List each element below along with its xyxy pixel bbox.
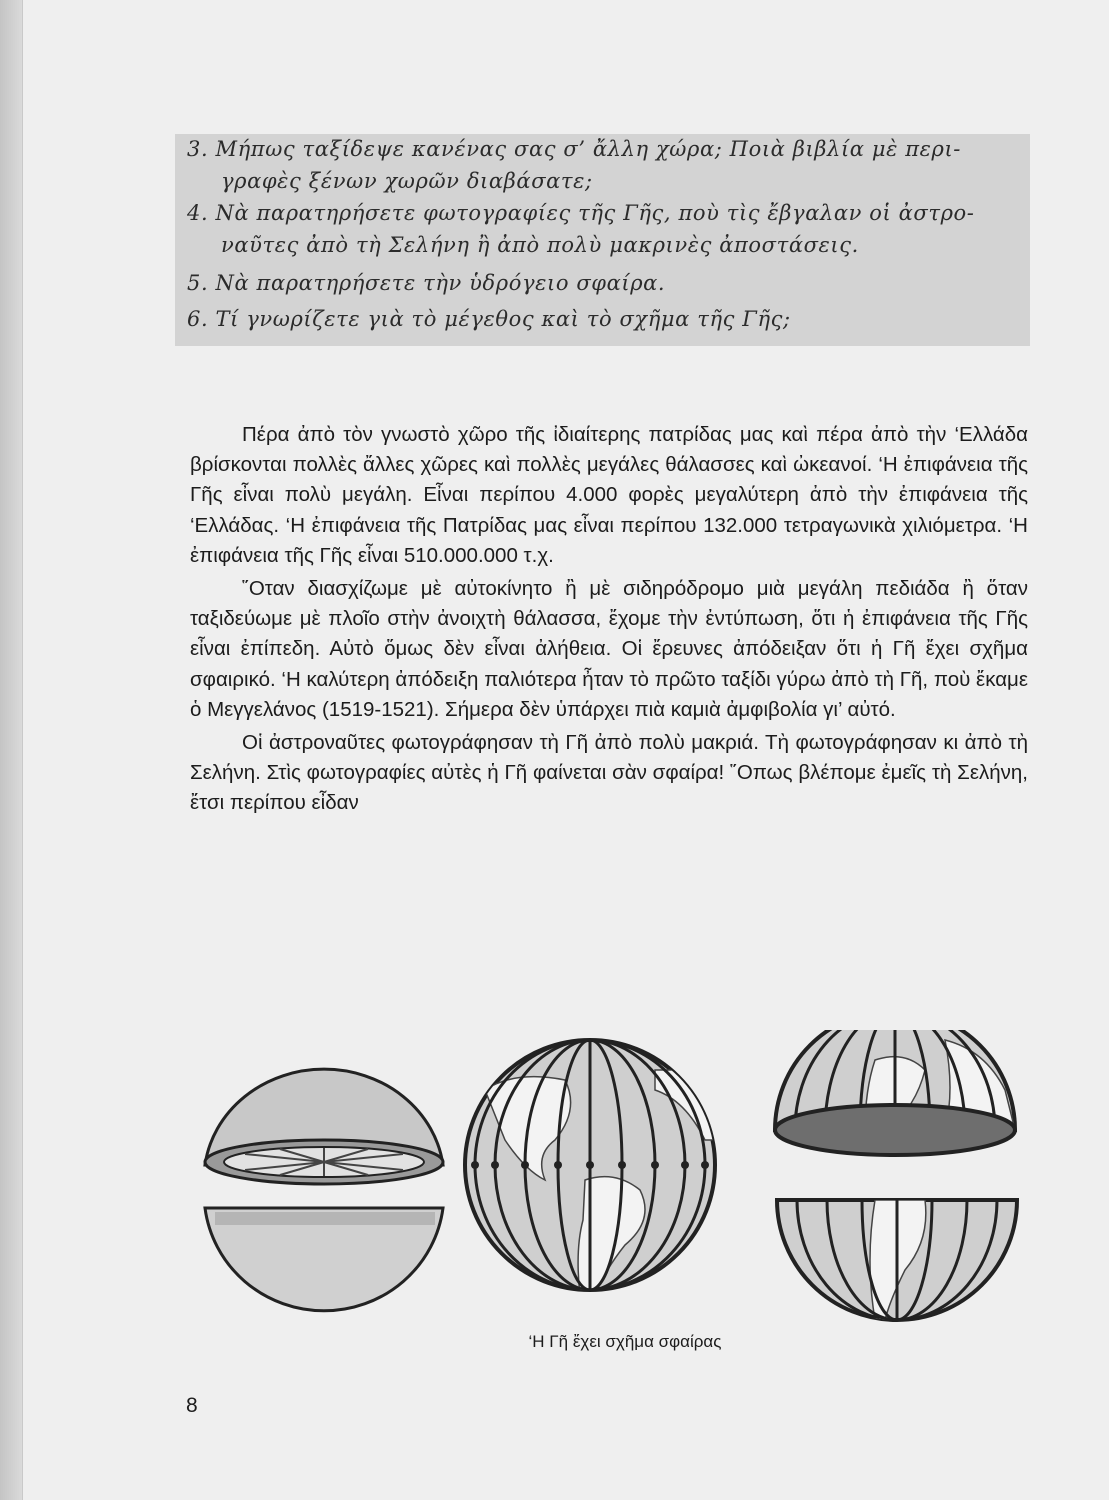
earth-sphere-figure — [185, 1030, 1030, 1350]
page-number: 8 — [186, 1394, 198, 1417]
question-4-line-2: ναῦτες ἀπὸ τὴ Σελήνη ἢ ἀπὸ πολὺ μακρινὲς ἀποστάσεις. — [221, 233, 859, 257]
main-text — [190, 420, 1028, 819]
question-3-line-2: γραφὲς ξένων χωρῶν διαβάσατε; — [221, 169, 593, 193]
paragraph-2: ῞Οταν διασχίζωμε μὲ αὐτοκίνητο ἢ μὲ σιδηρόδρομο μιὰ μεγάλη πεδιάδα ἢ ὅταν ταξιδεύωμε μὲ πλοῖο στὴν ἀνοιχτὴ θάλασσα, ἔχομε τὴν ἐντύπωση, ὅτι ἡ ἐπιφάνεια τῆς Γῆς εἶναι ἐπίπεδη. Αὐτὸ ὅμως δὲν εἶναι ἀλήθεια. Οἱ ἔρευνες ἀπόδειξαν ὅτι ἡ Γῆ ἔχει σχῆμα σφαιρικό. ‘Η καλύτερη ἀπόδειξη παλιότερα ἦταν τὸ πρῶτο ταξίδι γύρω ἀπὸ τὴ Γῆ, ποὺ ἔκαμε ὁ Μεγγελάνος (1519-1521). Σήμερα δὲν ὑπάρχει πιὰ καμιὰ ἀμφιβολία γι’ αὐτό. — [190, 577, 1028, 721]
figure-caption: ‘Η Γῆ ἔχει σχῆμα σφαίρας — [528, 1332, 722, 1351]
question-5: 5. Νὰ παρατηρήσετε τὴν ὑδρόγειο σφαίρα. — [187, 271, 666, 295]
paragraph-3: Οἱ ἀστροναῦτες φωτογράφησαν τὴ Γῆ ἀπὸ πολὺ μακριά. Τὴ φωτογράφησαν κι ἀπὸ τὴ Σελήνη. Στὶς φωτογραφίες αὐτὲς ἡ Γῆ φαίνεται σὰν σφαίρα! ῞Οπως βλέπομε ἐμεῖς τὴ Σελήνη, ἔτσι περίπου εἶδαν — [190, 731, 1028, 815]
hollow-hemispheres-globe — [205, 1069, 443, 1311]
paragraph-1: Πέρα ἀπὸ τὸν γνωστὸ χῶρο τῆς ἰδιαίτερης πατρίδας μας καὶ πέρα ἀπὸ τὴν ‘Ελλάδα βρίσκονται πολλὲς ἄλλες χῶρες καὶ πολλὲς μεγάλες θάλασσες καὶ ὠκεανοί. ‘Η ἐπιφάνεια τῆς Γῆς εἶναι πολὺ μεγάλη. Εἶναι περίπου 4.000 φορὲς μεγαλύτερη ἀπὸ τὴν ἐπιφάνεια τῆς ‘Ελλάδας. ‘Η ἐπιφάνεια τῆς Πατρίδας μας εἶναι περίπου 132.000 τετραγωνικὰ χιλιόμετρα. ‘Η ἐπιφάνεια τῆς Γῆς εἶναι 510.000.000 τ.χ. — [190, 423, 1028, 567]
split-globe — [775, 1030, 1017, 1320]
full-globe-meridians — [465, 1040, 715, 1295]
questions-box — [175, 134, 1030, 346]
question-6: 6. Τί γνωρίζετε γιὰ τὸ μέγεθος καὶ τὸ σχῆμα τῆς Γῆς; — [187, 307, 791, 331]
question-3-line-1: 3. Μήπως ταξίδεψε κανένας σας σ’ ἄλλη χώρα; Ποιὰ βιβλία μὲ περι- — [187, 137, 961, 161]
page-edge — [0, 0, 22, 1500]
question-4-line-1: 4. Νὰ παρατηρήσετε φωτογραφίες τῆς Γῆς, ποὺ τὶς ἔβγαλαν οἱ ἀστρο- — [187, 201, 975, 225]
